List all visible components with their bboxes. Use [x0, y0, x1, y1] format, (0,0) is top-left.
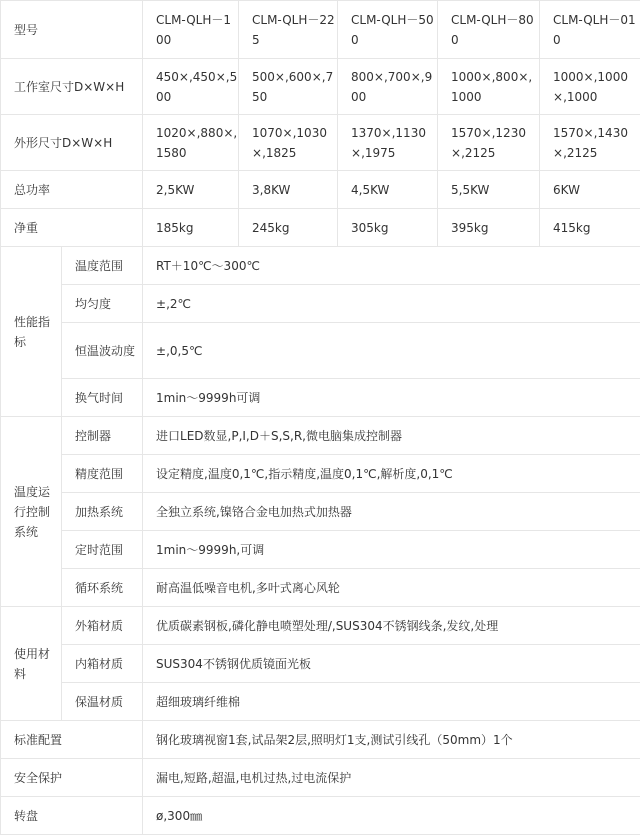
- power-cell-1: 2,5KW: [143, 171, 239, 209]
- outer-size-cell-2: 1070×,1030×,1825: [239, 115, 338, 171]
- inner-size-row: [1, 59, 640, 115]
- safety-label: 安全保护: [1, 759, 143, 797]
- model-cell-4: CLM-QLH－800: [438, 1, 540, 59]
- power-row: [1, 171, 640, 209]
- ctrl-row-2: [1, 455, 640, 493]
- weight-cell-5: 415kg: [540, 209, 640, 247]
- perf-row-2: [1, 285, 640, 323]
- outer-size-cell-1: 1020×,880×,1580: [143, 115, 239, 171]
- standard-value: 钢化玻璃视窗1套,试品架2层,照明灯1支,测试引线孔（50mm）1个: [143, 721, 640, 759]
- ctrl-label-1: 控制器: [62, 417, 143, 455]
- model-cell-5: CLM-QLH－010: [540, 1, 640, 59]
- ctrl-label-5: 循环系统: [62, 569, 143, 607]
- power-label: 总功率: [1, 171, 143, 209]
- model-label: 型号: [1, 1, 143, 59]
- ctrl-value-1: 进口LED数显,P,I,D＋S,S,R,微电脑集成控制器: [143, 417, 640, 455]
- power-cell-2: 3,8KW: [239, 171, 338, 209]
- control-group-label: 温度运行控制系统: [1, 417, 62, 607]
- standard-label: 标准配置: [1, 721, 143, 759]
- turntable-row: [1, 797, 640, 835]
- standard-row: [1, 721, 640, 759]
- perf-value-2: ±,2℃: [143, 285, 640, 323]
- inner-size-cell-2: 500×,600×,750: [239, 59, 338, 115]
- ctrl-label-3: 加热系统: [62, 493, 143, 531]
- weight-label: 净重: [1, 209, 143, 247]
- inner-size-cell-5: 1000×,1000×,1000: [540, 59, 640, 115]
- mat-label-1: 外箱材质: [62, 607, 143, 645]
- safety-row: [1, 759, 640, 797]
- mat-row-2: [1, 645, 640, 683]
- mat-label-2: 内箱材质: [62, 645, 143, 683]
- ctrl-value-2: 设定精度,温度0,1℃,指示精度,温度0,1℃,解析度,0,1℃: [143, 455, 640, 493]
- perf-label-2: 均匀度: [62, 285, 143, 323]
- inner-size-cell-4: 1000×,800×,1000: [438, 59, 540, 115]
- turntable-value: ø,300㎜: [143, 797, 640, 835]
- model-cell-2: CLM-QLH－225: [239, 1, 338, 59]
- outer-size-cell-4: 1570×,1230×,2125: [438, 115, 540, 171]
- ctrl-value-3: 全独立系统,镍铬合金电加热式加热器: [143, 493, 640, 531]
- perf-value-3: ±,0,5℃: [143, 323, 640, 379]
- inner-size-cell-1: 450×,450×,500: [143, 59, 239, 115]
- power-cell-5: 6KW: [540, 171, 640, 209]
- perf-label-3: 恒温波动度: [62, 323, 143, 379]
- ctrl-label-2: 精度范围: [62, 455, 143, 493]
- weight-cell-1: 185kg: [143, 209, 239, 247]
- ctrl-value-5: 耐高温低噪音电机,多叶式离心风轮: [143, 569, 640, 607]
- perf-row-4: [1, 379, 640, 417]
- ctrl-row-1: [1, 417, 640, 455]
- inner-size-cell-3: 800×,700×,900: [338, 59, 438, 115]
- perf-label-1: 温度范围: [62, 247, 143, 285]
- perf-value-4: 1min～9999h可调: [143, 379, 640, 417]
- outer-size-cell-5: 1570×,1430×,2125: [540, 115, 640, 171]
- outer-size-row: [1, 115, 640, 171]
- ctrl-row-5: [1, 569, 640, 607]
- ctrl-row-4: [1, 531, 640, 569]
- safety-value: 漏电,短路,超温,电机过热,过电流保护: [143, 759, 640, 797]
- perf-row-3: [1, 323, 640, 379]
- mat-value-3: 超细玻璃纤维棉: [143, 683, 640, 721]
- outer-size-cell-3: 1370×,1130×,1975: [338, 115, 438, 171]
- outer-size-label: 外形尺寸D×W×H: [1, 115, 143, 171]
- weight-cell-2: 245kg: [239, 209, 338, 247]
- mat-value-2: SUS304不锈钢优质镜面光板: [143, 645, 640, 683]
- perf-value-1: RT＋10℃～300℃: [143, 247, 640, 285]
- weight-cell-3: 305kg: [338, 209, 438, 247]
- weight-row: [1, 209, 640, 247]
- model-cell-3: CLM-QLH－500: [338, 1, 438, 59]
- mat-value-1: 优质碳素钢板,磷化静电喷塑处理/,SUS304不锈钢线条,发纹,处理: [143, 607, 640, 645]
- materials-group-label: 使用材料: [1, 607, 62, 721]
- mat-row-3: [1, 683, 640, 721]
- weight-cell-4: 395kg: [438, 209, 540, 247]
- model-cell-1: CLM-QLH－100: [143, 1, 239, 59]
- model-row: [1, 1, 640, 59]
- perf-label-4: 换气时间: [62, 379, 143, 417]
- power-cell-3: 4,5KW: [338, 171, 438, 209]
- turntable-label: 转盘: [1, 797, 143, 835]
- ctrl-label-4: 定时范围: [62, 531, 143, 569]
- perf-row-1: [1, 247, 640, 285]
- inner-size-label: 工作室尺寸D×W×H: [1, 59, 143, 115]
- power-cell-4: 5,5KW: [438, 171, 540, 209]
- ctrl-row-3: [1, 493, 640, 531]
- mat-label-3: 保温材质: [62, 683, 143, 721]
- mat-row-1: [1, 607, 640, 645]
- ctrl-value-4: 1min～9999h,可调: [143, 531, 640, 569]
- performance-group-label: 性能指标: [1, 247, 62, 417]
